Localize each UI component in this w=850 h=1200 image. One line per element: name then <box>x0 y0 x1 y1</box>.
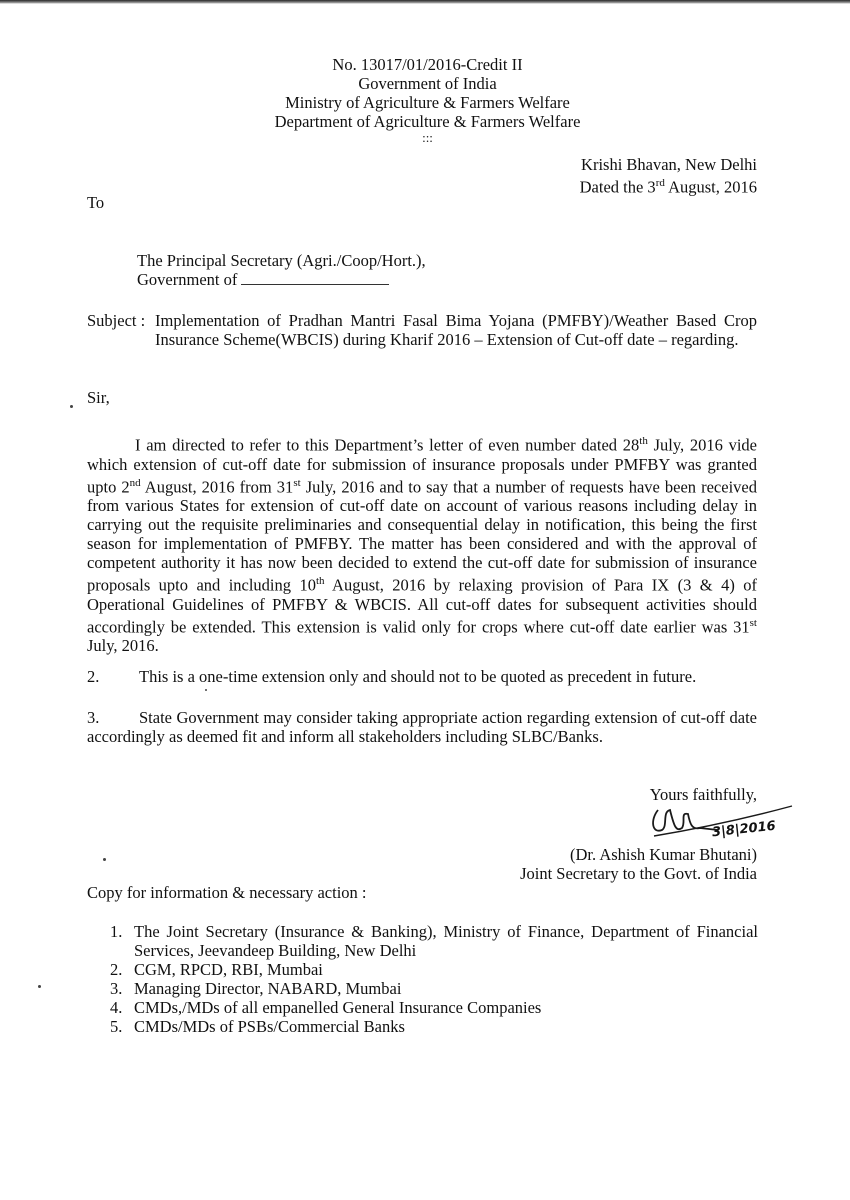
to-label: To <box>87 193 105 212</box>
list-item-text: CMDs/MDs of PSBs/Commercial Banks <box>134 1017 405 1036</box>
list-item <box>110 979 758 998</box>
p1-part-b: July, 2016 vide which extension of cut-off date for submission of insurance proposals under PMFBY was granted upto 2 <box>87 435 758 496</box>
p1-sup-3: st <box>293 476 301 489</box>
place: Krishi Bhavan, New Delhi <box>581 155 757 174</box>
date-suffix: August, 2016 <box>664 177 757 197</box>
letter-header <box>235 55 620 145</box>
list-item <box>110 922 758 960</box>
signatory-designation: Joint Secretary to the Govt. of India <box>520 864 757 883</box>
body-paragraph-1 <box>87 432 757 655</box>
place-date-block <box>460 155 757 197</box>
addressee-title: The Principal Secretary (Agri./Coop/Hort.), <box>137 251 426 270</box>
list-item-number: 3. <box>110 979 123 998</box>
p1-part-c: August, 2016 from 31 <box>140 477 294 496</box>
list-item-number: 5. <box>110 1017 123 1036</box>
p1-sup-5: st <box>749 616 757 629</box>
p1-part-f: July, 2016. <box>87 636 159 655</box>
reference-number: No. 13017/01/2016-Credit II <box>332 55 523 74</box>
p2-text: This is a one-time extension only and should not to be quoted as precedent in future. <box>139 667 697 686</box>
blank-line <box>241 270 389 285</box>
subject-label: Subject : <box>87 311 146 330</box>
list-item-text: CMDs,/MDs of all empanelled General Insurance Companies <box>134 998 542 1017</box>
addressee-government <box>137 270 426 289</box>
handwritten-date: 3|8|2016 <box>711 818 777 841</box>
p1-part-e: August, 2016 by relaxing provision of Para IX (3 & 4) of Operational Guidelines of PMFBY & WBCIS. All cut-off dates for subsequent activities should accordingly be extended. This extension is valid only for crops where cut-off date earlier was 31 <box>87 575 757 636</box>
date-prefix: Dated the 3 <box>579 177 656 197</box>
letter-date <box>460 174 757 197</box>
copy-list <box>110 922 758 1036</box>
scan-speck <box>70 405 73 408</box>
yours-faithfully: Yours faithfully, <box>649 785 757 804</box>
list-item-number: 2. <box>110 960 123 979</box>
salutation: Sir, <box>87 388 110 407</box>
scan-speck <box>38 985 41 988</box>
list-item <box>110 1017 758 1036</box>
p1-sup-2: nd <box>129 476 141 489</box>
list-item-number: 4. <box>110 998 123 1017</box>
addressee-block <box>137 251 426 289</box>
body-paragraph-2 <box>87 667 757 686</box>
government-name: Government of India <box>358 74 497 93</box>
list-item <box>110 960 758 979</box>
list-item-text: The Joint Secretary (Insurance & Banking), Ministry of Finance, Department of Financial Services, Jeevandeep Building, New Delhi <box>134 922 758 960</box>
p1-sup-1: th <box>639 435 648 447</box>
p1-sup-4: th <box>315 575 325 587</box>
scan-speck <box>205 689 207 691</box>
subject-text: Implementation of Pradhan Mantri Fasal Bima Yojana (PMFBY)/Weather Based Crop Insurance Scheme(WBCIS) during Kharif 2016 – Extension of Cut-off date – regarding. <box>155 311 757 349</box>
list-item-number: 1. <box>110 922 123 941</box>
p3-text: State Government may consider taking appropriate action regarding extension of cut-off date accordingly as deemed fit and inform all stakeholders including SLBC/Banks. <box>87 708 757 746</box>
signature-stroke <box>653 810 718 831</box>
list-item-text: CGM, RPCD, RBI, Mumbai <box>134 960 323 979</box>
list-item <box>110 998 758 1017</box>
list-item-text: Managing Director, NABARD, Mumbai <box>134 979 402 998</box>
header-ornament: ::: <box>422 130 433 145</box>
ministry-name: Ministry of Agriculture & Farmers Welfare <box>285 93 570 112</box>
p1-part-d: July, 2016 and to say that a number of requests have been received from various States for extension of cut-off date on account of various reasons including delay in carrying out the requisite preliminaries and consequential delay in notification, this being the first season for implementation of PMFBY. The matter has been considered and with the approval of competent authority it has now been decided to extend the cut-off date for submission of insurance proposals upto and including 10 <box>87 477 757 595</box>
p1-part-a: I am directed to refer to this Department’s letter of even number dated 28 <box>135 435 640 455</box>
department-name: Department of Agriculture & Farmers Welfare <box>274 112 581 131</box>
p3-number: 3. <box>87 708 100 727</box>
copy-heading: Copy for information & necessary action : <box>87 883 367 902</box>
p2-number: 2. <box>87 667 100 686</box>
body-paragraph-3 <box>87 708 757 746</box>
scan-speck <box>103 858 106 861</box>
scan-top-edge <box>0 0 850 4</box>
signatory-name: (Dr. Ashish Kumar Bhutani) <box>570 845 757 864</box>
addressee-government-label: Government of <box>137 270 238 289</box>
date-sup: rd <box>655 177 665 189</box>
